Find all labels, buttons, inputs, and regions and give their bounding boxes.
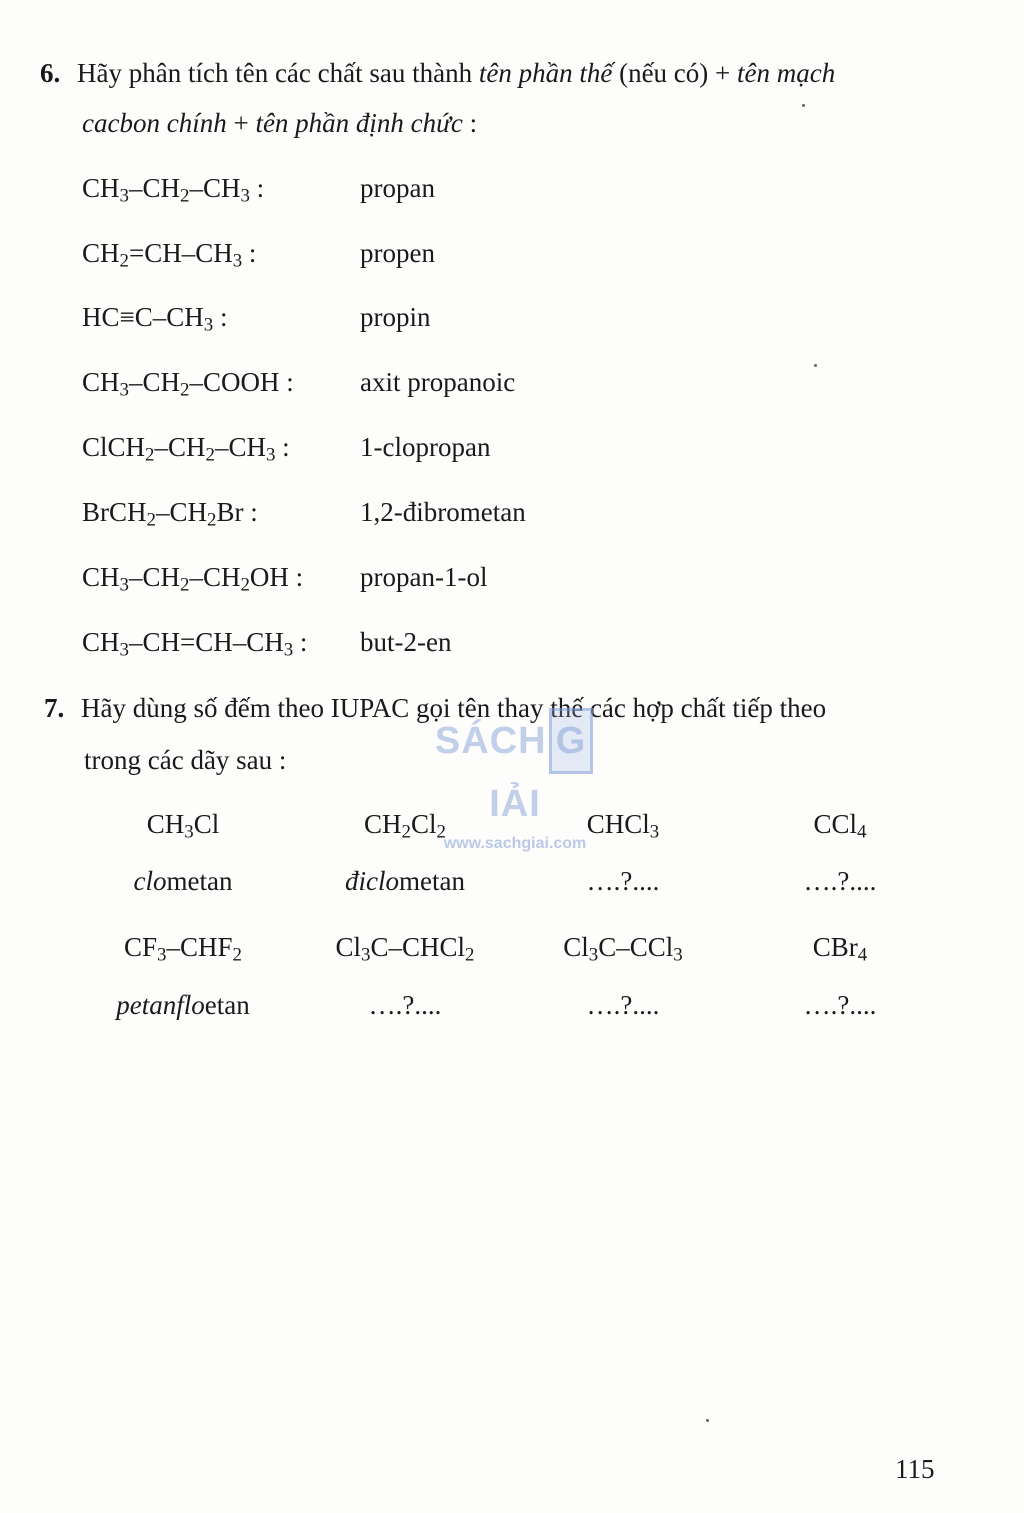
question-6-number: 6. <box>40 58 61 88</box>
compound-name-6: 1,2-đibrometan <box>360 497 526 527</box>
grid-formula-r2-c3: $Cl_3C-CCl_3$ <box>563 932 683 966</box>
question-6-line-1 <box>40 56 835 90</box>
watermark-text: SÁCH GIẢI <box>410 708 620 834</box>
q7-text-line1: Hãy dùng số đếm theo IUPAC gọi tên thay thế các hợp chất tiếp theo <box>81 693 827 723</box>
scan-speck <box>706 1419 709 1422</box>
q6-text-c: (nếu có) + <box>612 58 738 88</box>
scan-speck <box>814 364 817 367</box>
formula-8: $CH_3-CH=CH-CH_3$ : <box>82 627 308 661</box>
compound-name-4: axit propanoic <box>360 367 516 397</box>
formula-5: $ClCH_2-CH_2-CH_3$ : <box>82 432 290 466</box>
compound-name-2: propen <box>360 238 435 268</box>
grid-formula-r1-c3: CHCl$_3$ <box>586 809 660 843</box>
grid-name-r2-c4: ….?.... <box>803 990 877 1020</box>
q6-text-f: + <box>226 108 256 138</box>
grid-formula-r1-c1: $CH_3Cl$ <box>146 809 220 843</box>
formula-7: $CH_3-CH_2-CH_2OH$ : <box>82 562 304 596</box>
grid-name-r2-c3: ….?.... <box>586 990 660 1020</box>
compound-name-7: propan-1-ol <box>360 562 488 592</box>
question-7-line-2 <box>84 743 286 777</box>
formula-4: $CH_3-CH_2$–COOH : <box>82 367 294 401</box>
compound-name-5: 1-clopropan <box>360 432 491 462</box>
watermark-url: www.sachgiai.com <box>443 835 587 852</box>
grid-name-r1-c4: ….?.... <box>803 866 877 896</box>
grid-name-r1-c1: clometan <box>133 866 233 896</box>
question-6-line-2 <box>82 106 477 140</box>
grid-name-r1-c2: điclometan <box>345 866 465 896</box>
formula-1: $CH_3-CH_2-CH_3$ : <box>82 173 265 207</box>
watermark-logo <box>410 708 620 852</box>
question-7-number: 7. <box>44 693 65 723</box>
formula-3: $HC\equiv C-CH_3$ : <box>82 302 228 336</box>
q6-text-d: tên mạch <box>737 58 836 88</box>
grid-formula-r2-c2: $Cl_3C-CHCl_2$ <box>335 932 475 966</box>
q6-text-b: tên phần thế <box>478 58 613 88</box>
grid-formula-r2-c1: $CF_3-CHF_2$ <box>124 932 242 966</box>
q6-text-g: tên phần định chức <box>255 108 463 138</box>
compound-name-3: propin <box>360 302 431 332</box>
grid-name-r2-c2: ….?.... <box>368 990 442 1020</box>
grid-name-r2-c1: petanfloetan <box>116 990 250 1020</box>
grid-formula-r2-c4: CBr$_4$ <box>812 932 868 966</box>
q6-text-h: : <box>462 108 478 138</box>
grid-formula-r1-c2: $CH_2Cl_2$ <box>364 809 446 843</box>
q6-text-e: cacbon chính <box>82 108 227 138</box>
grid-formula-r1-c4: CCl$_4$ <box>813 809 867 843</box>
compound-name-8: but-2-en <box>360 627 452 657</box>
compound-name-1: propan <box>360 173 435 203</box>
q7-text-line2: trong các dãy sau : <box>84 745 287 775</box>
formula-2: $CH_2=CH-CH_3$ : <box>82 238 257 272</box>
page-number: 115 <box>895 1454 935 1484</box>
grid-name-r1-c3: ….?.... <box>586 866 660 896</box>
formula-6: $BrCH_2-CH_2Br$ : <box>82 497 258 531</box>
q6-text-a: Hãy phân tích tên các chất sau thành <box>77 58 479 88</box>
scan-speck <box>802 104 805 107</box>
